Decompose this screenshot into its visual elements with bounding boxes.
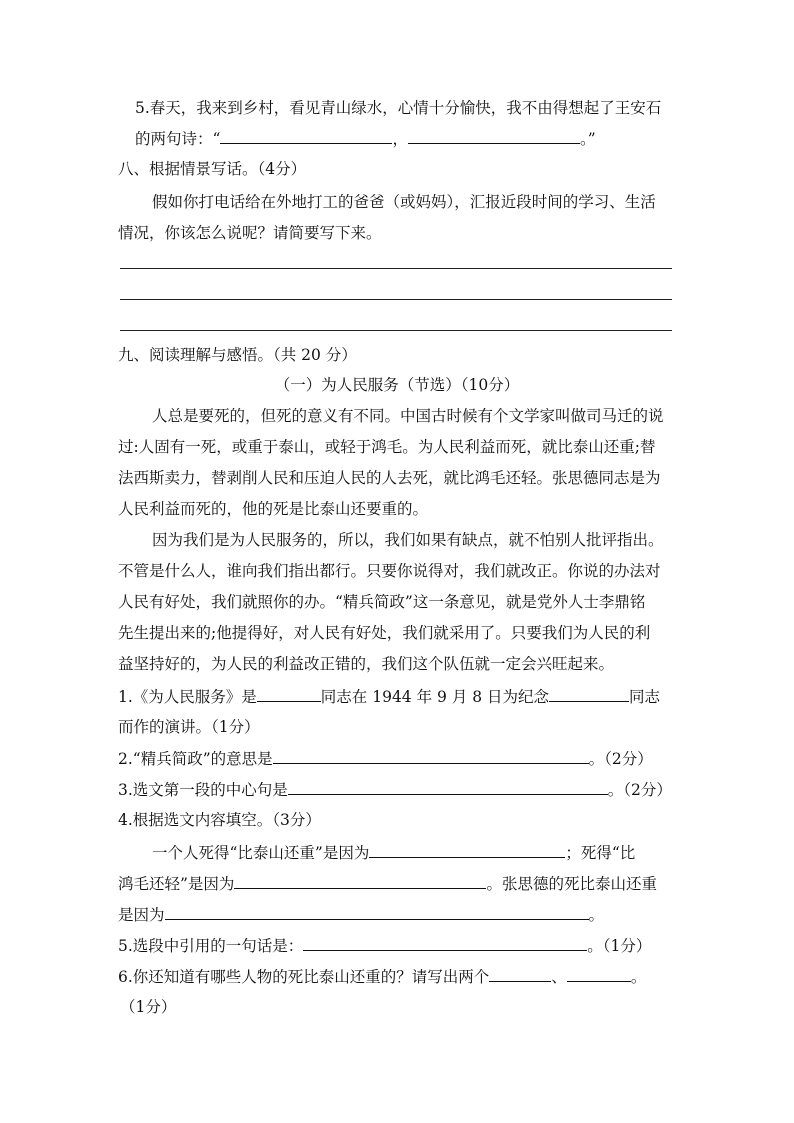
q4-text-d: 。张思德的死比泰山还重	[486, 875, 657, 893]
section8-prompt-line2: 情况，你该怎么说呢？请简要写下来。	[118, 224, 382, 242]
q4-text-a: 一个人死得“比泰山还重”是因为	[152, 844, 370, 862]
para1-line4: 人民利益而死的，他的死是比泰山还要重的。	[118, 500, 429, 518]
passage-subtitle: （一）为人民服务（节选）（10分）	[274, 376, 520, 394]
q5-comma: ，	[392, 130, 408, 148]
para2-line2: 不管是什么人，谁向我们指出都行。只要你说得对，我们就改正。你说的办法对	[118, 562, 661, 580]
q1-text-c: 同志	[629, 688, 661, 706]
q2-text-b: 。（2分）	[588, 750, 653, 768]
question-6	[118, 966, 646, 987]
q6-separator: 、	[551, 968, 567, 986]
q6-blank-2[interactable]	[567, 966, 631, 982]
writing-line-1[interactable]	[120, 268, 672, 269]
section8-prompt-line1: 假如你打电话给在外地打工的爸爸（或妈妈），汇报近段时间的学习、生活	[152, 193, 656, 211]
q2-blank[interactable]	[273, 748, 589, 764]
writing-line-2[interactable]	[120, 299, 672, 300]
q1-blank-2[interactable]	[549, 686, 629, 702]
q6-blank-1[interactable]	[489, 966, 551, 982]
para1-line3: 法西斯卖力，替剥削人民和压迫人民的人去死，就比鸿毛还轻。张思德同志是为	[118, 469, 661, 487]
question-1-line1	[118, 686, 660, 707]
q1-blank-1[interactable]	[257, 686, 321, 702]
q5b-blank[interactable]	[303, 935, 587, 951]
question-4-line1	[152, 842, 635, 863]
question-4-title: 4.根据选文内容填空。（3分）	[118, 811, 321, 829]
para1-line2: 过:人固有一死，或重于泰山，或轻于鸿毛。为人民利益而死，就比泰山还重;替	[118, 438, 656, 456]
section9-title: 九、阅读理解与感悟。（共 20 分）	[118, 346, 357, 364]
q4-blank-2[interactable]	[234, 873, 486, 889]
q5-line2	[135, 128, 596, 149]
para1-line1: 人总是要死的，但死的意义有不同。中国古时候有个文学家叫做司马迁的说	[152, 407, 664, 425]
question-5	[118, 935, 651, 956]
q4-text-b: ；死得“比	[565, 844, 636, 862]
q4-text-e: 是因为	[118, 906, 165, 924]
para2-line4: 先生提出来的;他提得好，对人民有好处，我们就采用了。只要我们为人民的利	[118, 624, 651, 642]
q5-blank-1[interactable]	[220, 128, 392, 144]
question-6-score: （1分）	[120, 998, 177, 1016]
question-4-line3	[118, 904, 604, 925]
question-1-line2: 而作的演讲。（1分）	[118, 718, 260, 736]
q3-text-b: 。（2分）	[607, 781, 672, 799]
question-4-line2	[118, 873, 657, 894]
q6-text-a: 6.你还知道有哪些人物的死比泰山还重的？请写出两个	[118, 968, 490, 986]
q4-text-c: 鸿毛还轻”是因为	[118, 875, 235, 893]
question-3	[118, 779, 672, 800]
para2-line5: 益坚持好的，为人民的利益改正错的，我们这个队伍就一定会兴旺起来。	[118, 655, 615, 673]
q2-text-a: 2.“精兵简政”的意思是	[118, 750, 273, 768]
q5b-text-a: 5.选段中引用的一句话是：	[118, 937, 304, 955]
q5-line2-end: 。”	[579, 130, 596, 148]
q1-text-a: 1.《为人民服务》是	[118, 688, 257, 706]
q5-line1: 5.春天，我来到乡村，看见青山绿水，心情十分愉快，我不由得想起了王安石	[135, 99, 662, 117]
q5-blank-2[interactable]	[408, 128, 580, 144]
q6-text-end: 。	[630, 968, 647, 986]
q1-text-b: 同志在 1944 年 9 月 8 日为纪念	[320, 688, 550, 706]
section8-title: 八、根据情景写话。（4分）	[118, 160, 307, 178]
q3-blank[interactable]	[288, 779, 608, 795]
q4-blank-1[interactable]	[369, 842, 565, 858]
para2-line1: 因为我们是为人民服务的，所以，我们如果有缺点，就不怕别人批评指出。	[152, 531, 664, 549]
para2-line3: 人民有好处，我们就照你的办。“精兵简政”这一条意见，就是党外人士李鼎铭	[118, 593, 646, 611]
q4-blank-3[interactable]	[165, 904, 589, 920]
writing-line-3[interactable]	[120, 330, 672, 331]
q3-text-a: 3.选文第一段的中心句是	[118, 781, 288, 799]
question-2	[118, 748, 653, 769]
q4-text-f: 。	[588, 906, 605, 924]
q5-line2-start: 的两句诗：“	[135, 130, 221, 148]
q5b-text-b: 。（1分）	[587, 937, 652, 955]
